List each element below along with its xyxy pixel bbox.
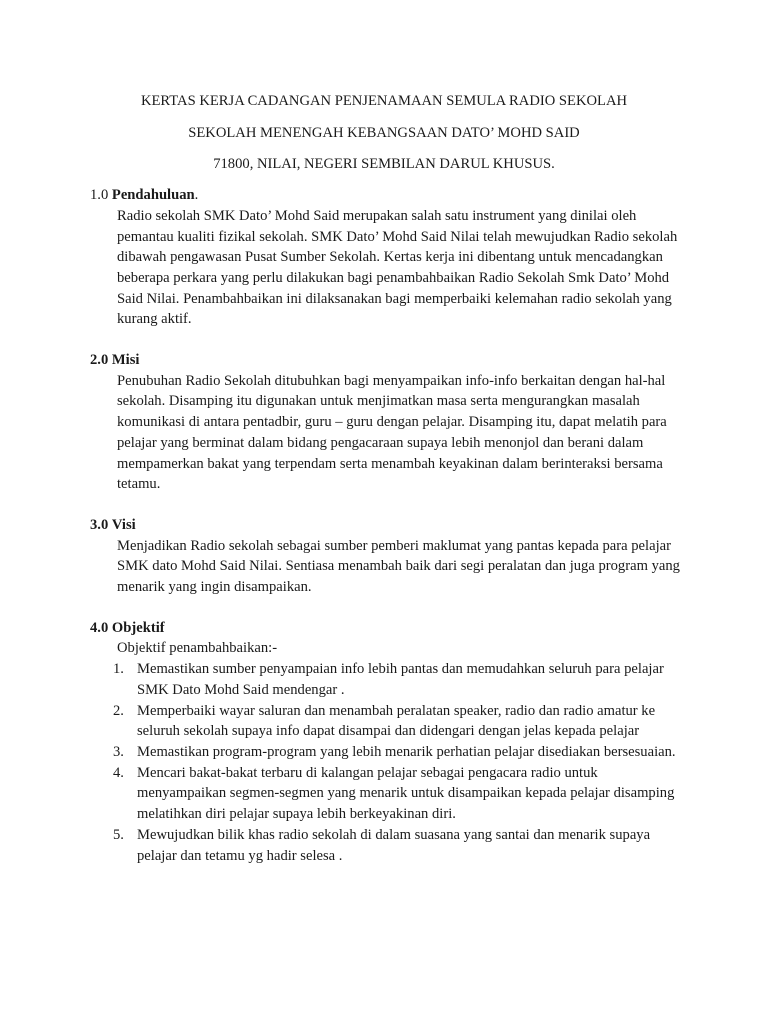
- section-pendahuluan: [90, 185, 680, 330]
- section-body: Radio sekolah SMK Dato’ Mohd Said merupakan salah satu instrument yang dinilai oleh pemantau kualiti fizikal sekolah. SMK Dato’ Mohd Said Nilai telah mewujudkan Radio sekolah dibawah pengawasan Pusat Sumber Sekolah. Kertas kerja ini dibentang untuk mencadangkan beberapa perkara yang perlu dilakukan bagi penambahbaikan Radio Sekolah Smk Dato’ Mohd Said Nilai. Penambahbaikan ini dilaksanakan bagi memperbaiki kelemahan radio sekolah yang kurang aktif.: [117, 207, 678, 328]
- section-intro: Objektif penambahbaikan:-: [117, 640, 278, 657]
- list-item-number: 3.: [113, 743, 124, 760]
- list-item: [113, 742, 680, 763]
- section-title: Misi: [111, 352, 140, 369]
- section-number: 2.0: [90, 352, 109, 369]
- section-number: 3.0: [90, 516, 109, 533]
- list-item-number: 5.: [113, 826, 124, 843]
- list-item-number: 1.: [113, 661, 124, 678]
- list-item: [113, 825, 680, 866]
- section-heading: [90, 350, 680, 371]
- list-item: [113, 763, 680, 825]
- list-item-text: Memperbaiki wayar saluran dan menambah peralatan speaker, radio dan radio amatur ke seluruh sekolah supaya info dapat disampai dan didengari dengan jelas kepada pelajar: [137, 702, 656, 740]
- section-objektif: [90, 618, 680, 866]
- list-item-text: Mewujudkan bilik khas radio sekolah di dalam suasana yang santai dan menarik supaya pelajar dan tetamu yg hadir selesa .: [137, 826, 651, 864]
- section-title: Visi: [111, 516, 136, 533]
- doc-title-line-2: SEKOLAH MENENGAH KEBANGSAAN DATO’ MOHD SAID: [188, 124, 580, 141]
- list-item-text: Mencari bakat-bakat terbaru di kalangan pelajar sebagai pengacara radio untuk menyampaikan segmen-segmen yang menarik untuk disampaikan kepada pelajar disamping melatihkan diri pelajar supaya lebih berkeyakinan diri.: [137, 764, 675, 823]
- section-number: 4.0: [90, 619, 109, 636]
- list-item-number: 4.: [113, 764, 124, 781]
- list-item-text: Memastikan program-program yang lebih menarik perhatian pelajar disediakan bersesuaian.: [137, 743, 676, 760]
- objective-list: [113, 659, 680, 866]
- section-visi: [90, 515, 680, 598]
- section-title: Pendahuluan: [111, 187, 195, 204]
- section-heading: [90, 515, 680, 536]
- list-item-text: Memastikan sumber penyampaian info lebih pantas dan memudahkan seluruh para pelajar SMK Dato Mohd Said mendengar .: [137, 661, 664, 698]
- list-item-number: 2.: [113, 702, 124, 719]
- doc-title-line-1: KERTAS KERJA CADANGAN PENJENAMAAN SEMULA RADIO SEKOLAH: [140, 93, 628, 109]
- section-heading: [90, 618, 680, 639]
- doc-title-line-3: 71800, NILAI, NEGERI SEMBILAN DARUL KHUSUS.: [213, 156, 555, 173]
- list-item: [113, 659, 680, 700]
- section-number: 1.0: [90, 187, 109, 204]
- section-body: Menjadikan Radio sekolah sebagai sumber pemberi maklumat yang pantas kepada para pelajar SMK dato Mohd Said Nilai. Sentiasa menambah baik dari segi peralatan dan juga program yang menarik yang ingin disampaikan.: [117, 537, 680, 596]
- section-misi: [90, 350, 680, 495]
- section-body: Penubuhan Radio Sekolah ditubuhkan bagi menyampaikan info-info berkaitan dengan hal-hal sekolah. Disamping itu digunakan untuk menjimatkan masa serta mengurangkan masalah komunikasi di antara pentadbir, guru – guru dengan pelajar. Disamping itu, dapat melatih para pelajar yang berminat dalam bidang pengacaraan supaya lebih menonjol dan berani dalam mempamerkan bakat yang terpendam serta menambah keyakinan dalam berinteraksi bersama tetamu.: [117, 372, 667, 493]
- section-title: Objektif: [111, 619, 165, 636]
- section-heading: [90, 185, 680, 206]
- section-title-suffix: .: [194, 187, 199, 204]
- list-item: [113, 701, 680, 742]
